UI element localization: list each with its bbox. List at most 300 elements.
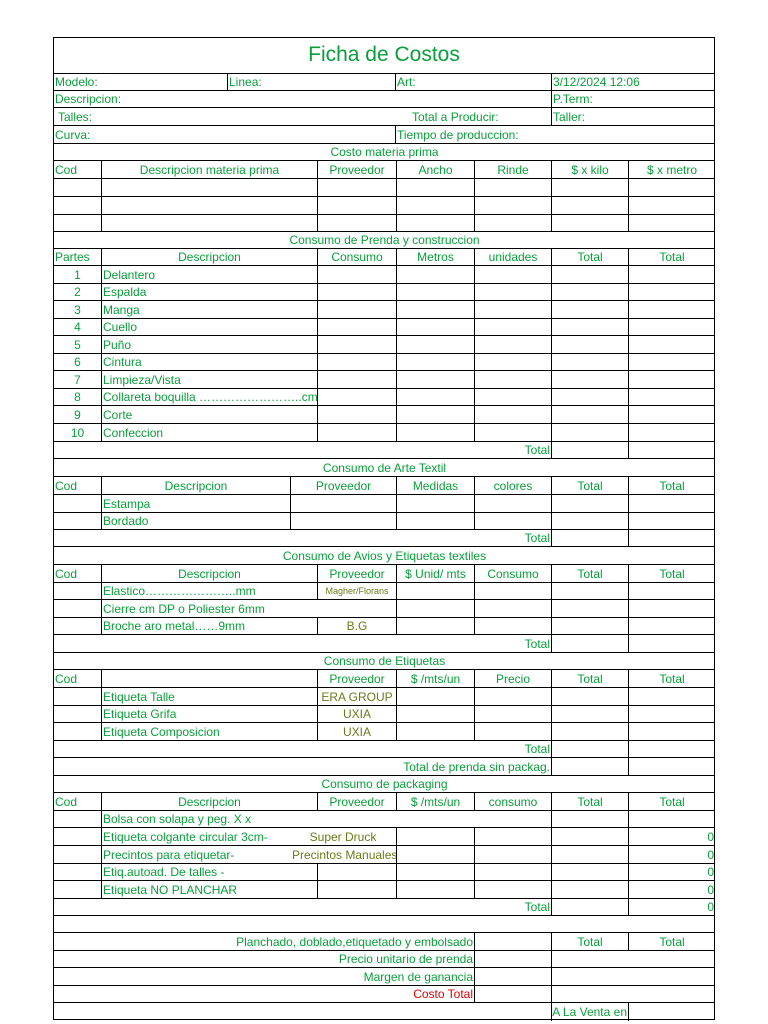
cell-border xyxy=(551,406,552,424)
part-number: 1 xyxy=(74,268,81,282)
cell-border xyxy=(474,688,475,706)
column-header: Ancho xyxy=(418,163,453,177)
cell-border xyxy=(628,1003,629,1021)
cell-border xyxy=(396,864,397,881)
cell-border xyxy=(317,565,318,583)
column-header: Partes xyxy=(55,250,90,264)
column-header: Descripcion xyxy=(178,795,241,809)
column-header: Proveedor xyxy=(329,795,385,809)
cell-border xyxy=(628,758,629,776)
column-header: $ /mts/un xyxy=(410,795,461,809)
cell-border xyxy=(628,565,629,583)
packaging-description: Bolsa con solapa y peg. X x xyxy=(103,812,252,826)
column-header xyxy=(103,670,316,688)
cell-border xyxy=(317,706,318,723)
column-header: Cod xyxy=(55,479,78,493)
cell-border xyxy=(396,513,397,530)
cell-border xyxy=(317,197,318,215)
avio-provider: Magher/Florans xyxy=(325,586,389,596)
cell-border xyxy=(101,249,102,266)
cell-border xyxy=(396,249,397,266)
cell-border xyxy=(628,495,629,513)
cell-border xyxy=(628,477,629,495)
column-header: Proveedor xyxy=(329,567,385,581)
cell-border xyxy=(317,161,318,179)
cell-border xyxy=(317,336,318,354)
cell-border xyxy=(551,618,552,635)
cell-border xyxy=(628,249,629,266)
cell-border xyxy=(551,968,552,986)
cell-border xyxy=(395,74,396,91)
cell-border xyxy=(551,477,552,495)
column-header: Total xyxy=(577,672,603,686)
etiqueta-description: Etiqueta Composicion xyxy=(103,725,220,739)
cell-border xyxy=(396,354,397,371)
cell-border xyxy=(628,793,629,811)
column-header: Medidas xyxy=(412,479,459,493)
margen-label: Margen de ganancia xyxy=(363,970,473,984)
cell-border xyxy=(551,371,552,389)
cell-border xyxy=(101,793,102,811)
part-description: Cuello xyxy=(103,320,138,334)
cell-border xyxy=(551,215,552,232)
cell-border xyxy=(551,301,552,319)
cell-border xyxy=(551,74,552,91)
column-header: Metros xyxy=(417,250,454,264)
cell-border xyxy=(474,161,475,179)
cell-border xyxy=(474,706,475,723)
cell-border xyxy=(396,406,397,424)
cell-border xyxy=(474,618,475,635)
cell-border xyxy=(628,688,629,706)
cell-border xyxy=(396,881,397,899)
cell-border xyxy=(628,530,629,547)
cell-border xyxy=(101,495,102,513)
cell-border xyxy=(628,583,629,600)
part-number: 4 xyxy=(74,320,81,334)
cell-border xyxy=(551,846,552,864)
sheet-title: Ficha de Costos xyxy=(308,43,460,66)
date-value: 3/12/2024 12:06 xyxy=(553,75,640,89)
packaging-provider: Super Druck xyxy=(309,830,377,844)
avio-provider xyxy=(319,600,395,618)
etiqueta-description: Etiqueta Talle xyxy=(103,690,175,704)
cell-border xyxy=(396,688,397,706)
cell-border xyxy=(396,197,397,215)
cell-border xyxy=(551,600,552,618)
cell-border xyxy=(628,371,629,389)
cell-border xyxy=(474,477,475,495)
packaging-provider xyxy=(292,811,394,828)
avios-total-label: Total xyxy=(524,637,550,651)
cell-border xyxy=(396,179,397,197)
cell-border xyxy=(474,371,475,389)
cell-border xyxy=(317,266,318,284)
cell-border xyxy=(317,723,318,741)
avio-description: Broche aro metal……9mm xyxy=(103,619,246,633)
cell-border xyxy=(317,881,318,899)
cell-border xyxy=(101,215,102,232)
tiempo-label: Tiempo de produccion: xyxy=(397,128,519,142)
prenda-total-label: Total xyxy=(524,443,550,457)
modelo-label: Modelo: xyxy=(55,75,98,89)
cell-border xyxy=(551,933,552,951)
cell-border xyxy=(396,284,397,301)
cell-border xyxy=(474,424,475,442)
cell-border xyxy=(101,477,102,495)
column-header: Cod xyxy=(55,163,78,177)
cell-border xyxy=(551,986,552,1003)
cell-border xyxy=(551,688,552,706)
cell-border xyxy=(101,197,102,215)
cell-border xyxy=(474,723,475,741)
cell-border xyxy=(396,706,397,723)
cell-border xyxy=(628,301,629,319)
column-header: Total xyxy=(659,250,685,264)
costo-total-label: Costo Total xyxy=(413,987,473,1001)
cell-border xyxy=(101,846,102,864)
cell-border xyxy=(628,442,629,459)
cell-border xyxy=(628,284,629,301)
cell-border xyxy=(628,354,629,371)
column-header: Proveedor xyxy=(315,479,372,493)
cell-border xyxy=(551,758,552,776)
cell-border xyxy=(317,793,318,811)
cell-border xyxy=(101,881,102,899)
descripcion-label: Descripcion: xyxy=(55,92,122,106)
etiqueta-provider: ERA GROUP xyxy=(321,690,393,704)
cell-border xyxy=(551,864,552,881)
cell-border xyxy=(628,706,629,723)
cell-border xyxy=(551,723,552,741)
packaging-description: Etiqueta colgante circular 3cm- xyxy=(103,830,268,844)
cell-border xyxy=(551,741,552,758)
cell-border xyxy=(474,583,475,600)
cell-border xyxy=(101,284,102,301)
part-number: 7 xyxy=(74,373,81,387)
cell-border xyxy=(551,899,552,916)
cell-border xyxy=(101,424,102,442)
cell-border xyxy=(396,600,397,618)
packaging-total-value: 0 xyxy=(707,830,714,844)
cell-border xyxy=(628,618,629,635)
cell-border xyxy=(551,793,552,811)
cell-border xyxy=(628,741,629,758)
cell-border xyxy=(101,179,102,197)
cell-border xyxy=(628,406,629,424)
cell-border xyxy=(551,565,552,583)
cell-border xyxy=(395,126,396,144)
column-header: Consumo xyxy=(487,567,539,581)
packaging-total-label: Total xyxy=(524,900,550,914)
cell-border xyxy=(474,249,475,266)
part-description: Corte xyxy=(103,408,133,422)
arte-item: Bordado xyxy=(103,514,149,528)
part-description: Confeccion xyxy=(103,426,164,440)
cell-border xyxy=(101,723,102,741)
part-number: 5 xyxy=(74,338,81,352)
cell-border xyxy=(628,828,629,846)
cell-border xyxy=(551,951,552,968)
cell-border xyxy=(628,161,629,179)
cell-border xyxy=(628,670,629,688)
cell-border xyxy=(474,846,475,864)
cell-border xyxy=(551,249,552,266)
cell-border xyxy=(101,864,102,881)
cell-border xyxy=(290,477,291,495)
cell-border xyxy=(474,301,475,319)
column-header: Descripcion xyxy=(164,479,228,493)
cell-border xyxy=(474,179,475,197)
cell-border xyxy=(396,389,397,406)
section-title-etiquetas: Consumo de Etiquetas xyxy=(323,654,446,668)
column-header: Descripcion xyxy=(178,250,241,264)
cell-border xyxy=(317,424,318,442)
cell-border xyxy=(628,319,629,336)
cell-border xyxy=(474,951,475,968)
cell-border xyxy=(396,477,397,495)
cell-border xyxy=(551,284,552,301)
column-header: Cod xyxy=(55,567,78,581)
cell-border xyxy=(317,301,318,319)
cell-border xyxy=(317,319,318,336)
cell-border xyxy=(551,513,552,530)
row-line xyxy=(54,196,714,197)
cell-border xyxy=(317,284,318,301)
cell-border xyxy=(317,371,318,389)
cell-border xyxy=(101,406,102,424)
cell-border xyxy=(317,583,318,600)
planchado-label: Planchado, doblado,etiquetado y embolsado xyxy=(236,935,473,949)
column-header: Total xyxy=(659,672,685,686)
cell-border xyxy=(551,161,552,179)
column-header: $ Unid/ mts xyxy=(405,567,466,581)
column-header: Proveedor xyxy=(329,163,385,177)
cell-border xyxy=(101,600,102,618)
packaging-provider xyxy=(292,881,394,899)
cell-border xyxy=(551,354,552,371)
cell-border xyxy=(628,215,629,232)
cell-border xyxy=(551,389,552,406)
row-line xyxy=(54,214,714,215)
part-description: Limpieza/Vista xyxy=(103,373,181,387)
cell-border xyxy=(474,215,475,232)
part-description: Cintura xyxy=(103,355,142,369)
cell-border xyxy=(628,635,629,653)
cell-border xyxy=(101,565,102,583)
column-header: Total xyxy=(577,250,603,264)
cell-border xyxy=(474,354,475,371)
cell-border xyxy=(628,266,629,284)
section-title-arte: Consumo de Arte Textil xyxy=(322,461,447,475)
packaging-provider: Precintos Manuales xyxy=(292,848,398,862)
cell-border xyxy=(551,424,552,442)
packaging-total-value: 0 xyxy=(707,848,714,862)
part-number: 9 xyxy=(74,408,81,422)
cell-border xyxy=(317,179,318,197)
cell-border xyxy=(551,811,552,828)
part-number: 10 xyxy=(70,426,85,440)
cell-border xyxy=(628,424,629,442)
packaging-total-value xyxy=(630,811,714,828)
cell-border xyxy=(317,215,318,232)
etiquetas-total-label: Total xyxy=(524,742,550,756)
cell-border xyxy=(551,319,552,336)
packaging-total-value: 0 xyxy=(707,883,714,897)
column-header: consumo xyxy=(488,795,538,809)
column-header: $ /mts/un xyxy=(410,672,461,686)
cell-border xyxy=(474,670,475,688)
column-header: Total xyxy=(659,479,685,493)
precio-unitario-label: Precio unitario de prenda xyxy=(338,952,473,966)
cell-border xyxy=(628,389,629,406)
cell-border xyxy=(551,197,552,215)
cell-border xyxy=(628,600,629,618)
part-description: Collareta boquilla ……………………..cm xyxy=(103,390,318,404)
column-header: Descripcion xyxy=(178,567,241,581)
section-title-prenda: Consumo de Prenda y construccion xyxy=(289,233,480,247)
cell-border xyxy=(396,301,397,319)
cell-border xyxy=(551,179,552,197)
cell-border xyxy=(551,91,552,108)
cell-border xyxy=(474,336,475,354)
art-label: Art: xyxy=(397,75,416,89)
part-description: Manga xyxy=(103,303,140,317)
cell-border xyxy=(317,688,318,706)
part-number: 2 xyxy=(74,285,81,299)
cell-border xyxy=(474,495,475,513)
cell-border xyxy=(474,933,475,951)
linea-label: Linea: xyxy=(229,75,262,89)
arte-total-label: Total xyxy=(524,531,550,545)
column-header: colores xyxy=(493,479,533,493)
cell-border xyxy=(396,846,397,864)
cell-border xyxy=(101,688,102,706)
cell-border xyxy=(551,1003,552,1021)
column-header: Consumo xyxy=(331,250,383,264)
column-header: Descripcion materia prima xyxy=(139,163,280,177)
packaging-description: Precintos para etiquetar- xyxy=(103,848,235,862)
column-header: Cod xyxy=(55,795,78,809)
etiqueta-description: Etiqueta Grifa xyxy=(103,707,177,721)
cell-border xyxy=(551,828,552,846)
talles-label: Talles: xyxy=(58,110,93,124)
cell-border xyxy=(551,442,552,459)
venta-label: A La Venta en xyxy=(552,1005,627,1019)
cell-border xyxy=(551,670,552,688)
cell-border xyxy=(317,389,318,406)
arte-item: Estampa xyxy=(103,497,151,511)
packaging-description: Etiq.autoad. De talles - xyxy=(103,865,225,879)
section-title-packaging: Consumo de packaging xyxy=(321,777,448,791)
cell-border xyxy=(628,723,629,741)
cell-border xyxy=(474,266,475,284)
etiqueta-provider: UXIA xyxy=(342,707,371,721)
cell-border xyxy=(317,406,318,424)
pterm-label: P.Term: xyxy=(553,92,593,106)
cell-border xyxy=(396,723,397,741)
cell-border xyxy=(101,319,102,336)
cell-border xyxy=(474,284,475,301)
cell-border xyxy=(474,197,475,215)
cell-border xyxy=(551,108,552,126)
cell-border xyxy=(628,811,629,828)
column-header: Total xyxy=(577,479,603,493)
cell-border xyxy=(101,371,102,389)
section-title-avios: Consumo de Avios y Etiquetas textiles xyxy=(282,549,487,563)
cell-border xyxy=(628,899,629,916)
cell-border xyxy=(101,583,102,600)
cell-border xyxy=(474,881,475,899)
cell-border xyxy=(317,670,318,688)
part-number: 3 xyxy=(74,303,81,317)
cell-border xyxy=(551,881,552,899)
avio-description: Cierre cm DP o Poliester 6mm xyxy=(103,602,265,616)
cell-border xyxy=(628,513,629,530)
cell-border xyxy=(317,354,318,371)
cell-border xyxy=(101,336,102,354)
cell-border xyxy=(396,670,397,688)
cell-border xyxy=(101,811,102,828)
cell-border xyxy=(396,371,397,389)
column-header: Rinde xyxy=(497,163,529,177)
cell-border xyxy=(551,706,552,723)
cell-border xyxy=(628,846,629,864)
cell-border xyxy=(101,301,102,319)
avio-description: Elastico…………………..mm xyxy=(103,584,256,598)
cell-border xyxy=(101,389,102,406)
etiqueta-provider: UXIA xyxy=(342,725,371,739)
total-sin-packag-label: Total de prenda sin packag. xyxy=(403,760,550,774)
cell-border xyxy=(396,161,397,179)
column-header: unidades xyxy=(488,250,538,264)
column-header: Total xyxy=(659,795,685,809)
cell-border xyxy=(474,828,475,846)
cell-border xyxy=(396,565,397,583)
column-header: Total xyxy=(659,567,685,581)
cell-border xyxy=(290,495,291,513)
cell-border xyxy=(227,74,228,91)
cell-border xyxy=(551,583,552,600)
cell-border xyxy=(628,197,629,215)
part-description: Espalda xyxy=(103,285,147,299)
cell-border xyxy=(628,881,629,899)
cell-border xyxy=(101,513,102,530)
cell-border xyxy=(396,424,397,442)
cell-border xyxy=(474,513,475,530)
cell-border xyxy=(101,828,102,846)
cell-border xyxy=(396,215,397,232)
column-header: Total xyxy=(577,795,603,809)
part-description: Puño xyxy=(103,338,132,352)
cell-border xyxy=(396,319,397,336)
cell-border xyxy=(101,706,102,723)
row-line xyxy=(54,915,714,916)
cost-sheet xyxy=(53,37,715,1020)
cell-border xyxy=(101,354,102,371)
column-header: Precio xyxy=(495,672,530,686)
cell-border xyxy=(628,336,629,354)
cell-border xyxy=(551,266,552,284)
cell-border xyxy=(290,513,291,530)
summary-total-label: Total xyxy=(577,935,603,949)
cell-border xyxy=(317,249,318,266)
cell-border xyxy=(551,495,552,513)
cell-border xyxy=(474,968,475,986)
column-header: Proveedor xyxy=(329,672,385,686)
cell-border xyxy=(551,336,552,354)
cell-border xyxy=(551,530,552,547)
